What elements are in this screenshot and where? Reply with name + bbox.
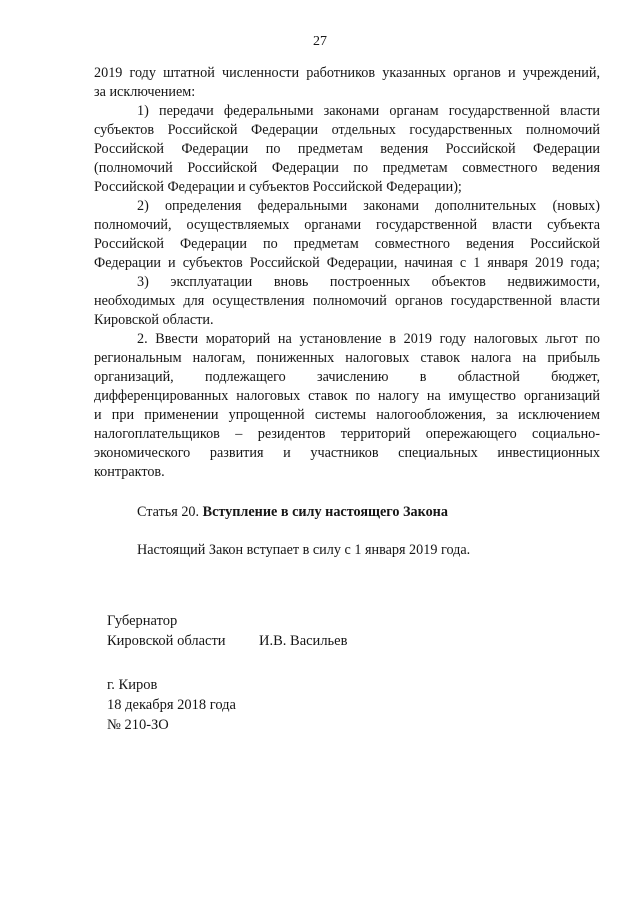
- body-line: Федерации и субъектов Российской Федерации, начиная с 1 января 2019 года;: [94, 255, 600, 271]
- footer-date: 18 декабря 2018 года: [107, 697, 236, 713]
- body-line: (полномочий Российской Федерации по предметам совместного ведения: [94, 160, 600, 176]
- article-heading: [137, 503, 448, 522]
- article-title: Вступление в силу настоящего Закона: [202, 504, 448, 520]
- body-line: контрактов.: [94, 464, 165, 480]
- body-line: 1) передачи федеральными законами органам государственной власти: [137, 103, 600, 119]
- body-line: организаций, подлежащего зачислению в областной бюджет,: [94, 369, 600, 385]
- article-text: Настоящий Закон вступает в силу с 1 января 2019 года.: [137, 542, 471, 558]
- footer-city: г. Киров: [107, 677, 158, 693]
- body-line: субъектов Российской Федерации отдельных государственных полномочий: [94, 122, 600, 138]
- body-line: Кировской области.: [94, 312, 214, 328]
- body-line: 2019 году штатной численности работников указанных органов и учреждений,: [94, 65, 600, 81]
- body-line: налогоплательщиков – резидентов территорий опережающего социально-: [94, 426, 600, 442]
- page-number: 27: [313, 34, 327, 49]
- signature-region: Кировской области: [107, 633, 226, 649]
- body-line: дифференцированных налоговых ставок по налогу на имущество организаций: [94, 388, 600, 404]
- body-line: Российской Федерации по предметам совместного ведения Российской: [94, 236, 600, 252]
- body-line: 2. Ввести мораторий на установление в 2019 году налоговых льгот по: [137, 331, 600, 347]
- body-line: 3) эксплуатации вновь построенных объектов недвижимости,: [137, 274, 600, 290]
- body-line: и при применении упрощенной системы налогообложения, за исключением: [94, 407, 600, 423]
- body-line: региональным налогам, пониженных налоговых ставок налога на прибыль: [94, 350, 600, 366]
- footer-number: № 210-ЗО: [107, 717, 169, 733]
- body-line: необходимых для осуществления полномочий органов государственной власти: [94, 293, 600, 309]
- signature-name: И.В. Васильев: [259, 633, 348, 649]
- body-line: полномочий, осуществляемых органами государственной власти субъекта: [94, 217, 600, 233]
- body-line: экономического развития и участников специальных инвестиционных: [94, 445, 600, 461]
- body-line: Российской Федерации по предметам ведения Российской Федерации: [94, 141, 600, 157]
- body-line: 2) определения федеральными законами дополнительных (новых): [137, 198, 600, 214]
- article-prefix: Статья 20.: [137, 504, 203, 520]
- body-line: за исключением:: [94, 84, 196, 100]
- body-line: Российской Федерации и субъектов Российской Федерации);: [94, 179, 462, 195]
- signature-position: Губернатор: [107, 613, 178, 629]
